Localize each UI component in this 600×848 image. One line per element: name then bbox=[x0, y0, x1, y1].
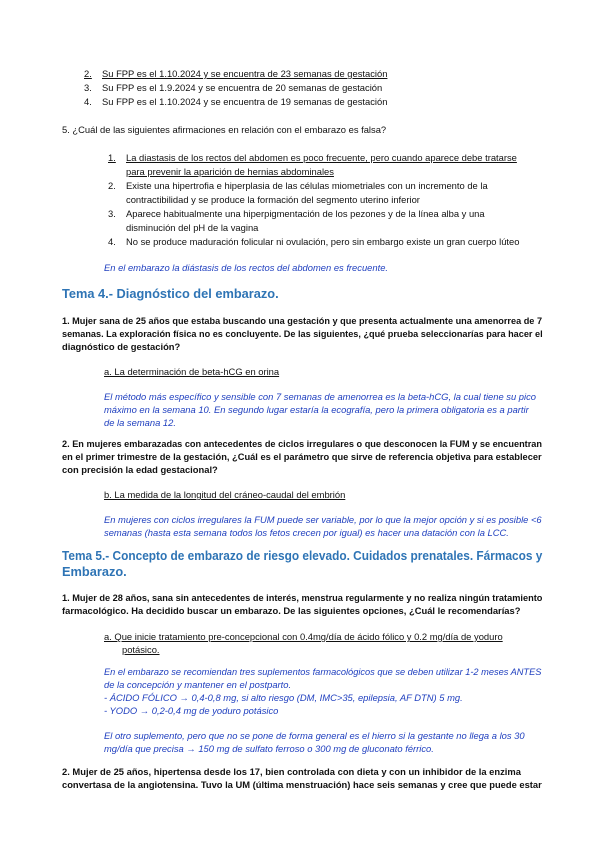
tema5-q1-line1: 1. Mujer de 28 años, sana sin antecedentes de interés, menstrua regularmente y no realiza ningún tratamiento bbox=[62, 592, 543, 603]
option-text: Su FPP es el 1.10.2024 y se encuentra de 23 semanas de gestación bbox=[102, 68, 388, 79]
option-text: para prevenir la aparición de hernias abdominales bbox=[126, 166, 334, 177]
option-number: 2. bbox=[84, 68, 92, 79]
tema5-q1-line2: farmacológico. Ha decidido buscar un embarazo. De las siguientes opciones, ¿Cuál le recomendarías? bbox=[62, 605, 521, 616]
tema5-q1-answer-1: a. Que inicie tratamiento pre-concepcional con 0.4mg/día de ácido fólico y 0.2 mg/día de yoduro bbox=[104, 631, 503, 642]
tema4-q2-line2: en el primer trimestre de la gestación, ¿Cuál es el parámetro que sirve de referencia objetiva para establecer bbox=[62, 451, 542, 462]
tema4-q1-answer: a. La determinación de beta-hCG en orina bbox=[104, 366, 280, 377]
q5-explanation: En el embarazo la diástasis de los rectos del abdomen es frecuente. bbox=[104, 262, 389, 273]
q5-option-1 bbox=[108, 152, 517, 164]
option-text: Su FPP es el 1.10.2024 y se encuentra de 19 semanas de gestación bbox=[102, 96, 388, 107]
tema4-heading: Tema 4.- Diagnóstico del embarazo. bbox=[62, 286, 279, 301]
tema4-q2-line1: 2. En mujeres embarazadas con antecedentes de ciclos irregulares o que desconocen la FUM y se encuentran bbox=[62, 438, 543, 449]
q5-option-1-cont bbox=[126, 166, 334, 178]
q5-option-4 bbox=[108, 236, 519, 248]
tema5-q1-expl1-4: - YODO → 0,2-0,4 mg de yoduro potásico bbox=[104, 705, 279, 716]
q4-option-4 bbox=[84, 96, 387, 108]
q5-option-3 bbox=[108, 208, 485, 220]
q5-option-2-cont: contractibilidad y se produce la formación del segmento uterino inferior bbox=[126, 194, 420, 205]
tema4-q1-line2: semanas. La exploración física no es concluyente. De las siguientes, ¿qué prueba seleccionarías para hacer el bbox=[62, 328, 543, 339]
q5-option-2 bbox=[108, 180, 488, 192]
tema4-q1-expl-1: El método más específico y sensible con 7 semanas de amenorrea es la beta-hCG, la cual tiene su pico bbox=[104, 391, 537, 402]
tema5-q1-expl1-1: En el embarazo se recomiendan tres suplementos farmacológicos que se deben utilizar 1-2 meses ANTES bbox=[104, 666, 542, 677]
option-number: 3. bbox=[84, 82, 92, 93]
q4-option-3 bbox=[84, 82, 382, 94]
tema4-q1-line3: diagnóstico de gestación? bbox=[62, 341, 181, 352]
tema5-heading-line2: Embarazo. bbox=[62, 564, 127, 579]
option-text: Su FPP es el 1.9.2024 y se encuentra de 20 semanas de gestación bbox=[102, 82, 383, 93]
option-number: 4. bbox=[108, 236, 116, 247]
tema5-q2-line2: convertasa de la angiotensina. Tuvo la UM (última menstruación) hace seis semanas y cree que puede estar bbox=[62, 779, 542, 790]
option-text: Existe una hipertrofia e hiperplasia de las células miometriales con un incremento de la bbox=[126, 180, 488, 191]
option-text: Aparece habitualmente una hiperpigmentación de los pezones y de la línea alba y una bbox=[126, 208, 485, 219]
tema5-q2-line1: 2. Mujer de 25 años, hipertensa desde los 17, bien controlada con dieta y con un inhibidor de la enzima bbox=[62, 766, 521, 777]
tema5-q1-expl2-2: mg/día que precisa → 150 mg de sulfato ferroso o 300 mg de gluconato férrico. bbox=[104, 743, 434, 754]
option-text: No se produce maduración folicular ni ovulación, pero sin embargo existe un gran cuerpo lúteo bbox=[126, 236, 520, 247]
tema4-q2-answer: b. La medida de la longitud del cráneo-caudal del embrión bbox=[104, 489, 346, 500]
option-number: 1. bbox=[108, 152, 116, 163]
option-text: La diastasis de los rectos del abdomen es poco frecuente, pero cuando aparece debe tratarse bbox=[126, 152, 517, 163]
tema4-q1-expl-2: máximo en la semana 10. En segundo lugar estaría la ecografía, pero la primera obligatoria es a partir bbox=[104, 404, 529, 415]
tema4-q2-expl-1: En mujeres con ciclos irregulares la FUM puede ser variable, por lo que la mejor opción y si es posible <6 bbox=[104, 514, 542, 525]
option-number: 3. bbox=[108, 208, 116, 219]
tema4-q2-expl-2: semanas (hasta esta semana todos los fetos crecen por igual) es hacer una datación con la LCC. bbox=[104, 527, 509, 538]
q5-option-3-cont: disminución del pH de la vagina bbox=[126, 222, 259, 233]
tema5-q1-expl1-2: de la concepción y mantener en el postparto. bbox=[104, 679, 292, 690]
tema5-q1-expl1-3: - ÁCIDO FÓLICO → 0,4-0,8 mg, si alto riesgo (DM, IMC>35, epilepsia, AF DTN) 5 mg. bbox=[104, 692, 463, 703]
tema4-q1-expl-3: de la semana 12. bbox=[104, 417, 176, 428]
tema4-q2-line3: con precisión la edad gestacional? bbox=[62, 464, 218, 475]
option-number: 4. bbox=[84, 96, 92, 107]
tema5-q1-expl2-1: El otro suplemento, pero que no se pone de forma general es el hierro si la gestante no llega a los 30 bbox=[104, 730, 525, 741]
q5-question: 5. ¿Cuál de las siguientes afirmaciones en relación con el embarazo es falsa? bbox=[62, 124, 387, 135]
tema5-q1-answer-2: potásico. bbox=[122, 644, 160, 655]
tema4-q1-line1: 1. Mujer sana de 25 años que estaba buscando una gestación y que presenta actualmente una amenorrea de 7 bbox=[62, 315, 543, 326]
option-number: 2. bbox=[108, 180, 116, 191]
q4-option-2 bbox=[84, 68, 387, 80]
tema5-heading-line1: Tema 5.- Concepto de embarazo de riesgo elevado. Cuidados prenatales. Fármacos y bbox=[62, 548, 543, 563]
